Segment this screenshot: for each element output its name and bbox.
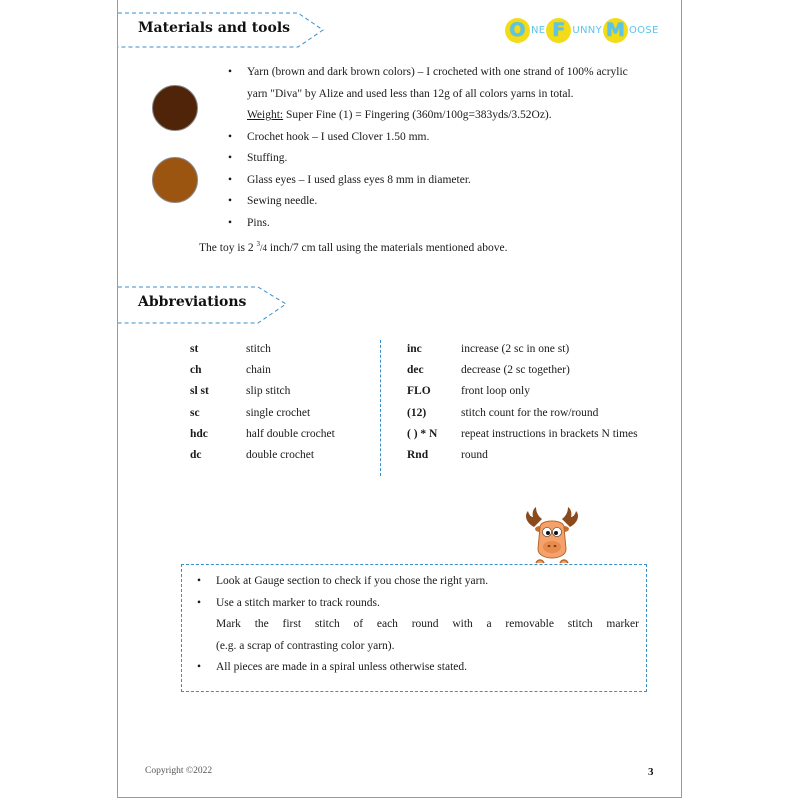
- note-gauge: • Look at Gauge section to check if you chose the right yarn.: [197, 571, 639, 593]
- page-number: 3: [648, 766, 654, 778]
- moose-mascot-icon: [520, 505, 584, 569]
- list-item-hook: • Crochet hook – I used Clover 1.50 mm.: [226, 127, 646, 149]
- list-item-needle: • Sewing needle.: [226, 191, 646, 213]
- yarn-swatch-dark-brown: [152, 85, 198, 131]
- brand-logo: [505, 14, 660, 46]
- abbr-left-value: double crochet: [246, 449, 315, 461]
- materials-section-tab: [118, 12, 328, 46]
- weight-value: Super Fine (1) = Fingering (360m/100g=383yds/3.52Oz).: [283, 109, 552, 121]
- toy-size-a: The toy is 2: [199, 241, 257, 254]
- abbr-left-key: sl st: [190, 385, 209, 398]
- abbreviations-section-tab: [118, 286, 293, 320]
- logo-text-oose: OOSE: [629, 24, 659, 36]
- logo-text-unny: UNNY: [572, 24, 602, 36]
- abbr-right-key: (12): [407, 406, 427, 419]
- column-divider: [380, 340, 381, 476]
- abbr-right-key: FLO: [407, 385, 431, 398]
- abbr-left-key: hdc: [190, 427, 208, 440]
- abbr-left-value: chain: [246, 364, 271, 377]
- abbr-right-value: stitch count for the row/round: [461, 406, 599, 419]
- abbr-right-key: ( ) * N: [407, 427, 438, 440]
- abbr-right-key: dec: [407, 364, 424, 377]
- logo-letter-f: F: [546, 18, 571, 43]
- copyright-text: Copyright ©2022: [145, 766, 213, 776]
- yarn-swatch-brown: [152, 157, 198, 203]
- abbr-right-value: front loop only: [461, 385, 530, 398]
- note-marker-cont-2: (e.g. a scrap of contrasting color yarn).: [216, 639, 395, 652]
- abbr-left-value: slip stitch: [246, 385, 291, 398]
- abbr-left-value: half double crochet: [246, 427, 335, 440]
- yarn-line-1: Yarn (brown and dark brown colors) – I crocheted with one strand of 100% acrylic: [247, 66, 628, 78]
- abbr-right-key: Rnd: [407, 449, 429, 461]
- abbr-left-key: ch: [190, 364, 202, 377]
- list-item-eyes: • Glass eyes – I used glass eyes 8 mm in diameter.: [226, 170, 646, 192]
- section-title-materials: Materials and tools: [138, 20, 291, 36]
- list-item-yarn: [226, 62, 646, 127]
- abbr-right-value: repeat instructions in brackets N times: [461, 427, 638, 440]
- yarn-line-2: yarn "Diva" by Alize and used less than 12g of all colors yarns in total.: [247, 87, 574, 100]
- notes-box: [181, 564, 647, 692]
- logo-text-ne: NE: [531, 24, 546, 36]
- abbr-right-key: inc: [407, 343, 422, 355]
- toy-size-frac-den: /4: [260, 242, 268, 253]
- abbr-left-key: st: [190, 343, 199, 355]
- logo-letter-m: M: [603, 18, 628, 43]
- toy-size-frac-num: 3: [256, 240, 260, 248]
- note-marker-cont-1: Mark the first stitch of each round with a removable stitch marker: [216, 618, 639, 630]
- materials-list: [226, 62, 646, 234]
- abbr-right-value: decrease (2 sc together): [461, 364, 570, 377]
- logo-letter-o: O: [505, 18, 530, 43]
- note-spiral: • All pieces are made in a spiral unless otherwise stated.: [197, 657, 639, 679]
- weight-label: Weight:: [247, 109, 284, 121]
- abbr-right-value: increase (2 sc in one st): [461, 343, 570, 355]
- section-title-abbreviations: Abbreviations: [138, 294, 247, 310]
- toy-size-b: inch/7 cm tall using the materials mentioned above.: [267, 241, 508, 254]
- abbr-right-value: round: [461, 449, 488, 461]
- abbr-left-value: stitch: [246, 343, 271, 355]
- abbr-left-key: dc: [190, 449, 202, 461]
- list-item-stuffing: • Stuffing.: [226, 148, 646, 170]
- abbr-left-value: single crochet: [246, 406, 311, 419]
- abbr-left-key: sc: [190, 406, 200, 419]
- notes-list: [197, 571, 639, 679]
- list-item-pins: • Pins.: [226, 213, 646, 235]
- note-marker: • Use a stitch marker to track rounds.: [197, 593, 639, 615]
- toy-size-text: [199, 234, 508, 258]
